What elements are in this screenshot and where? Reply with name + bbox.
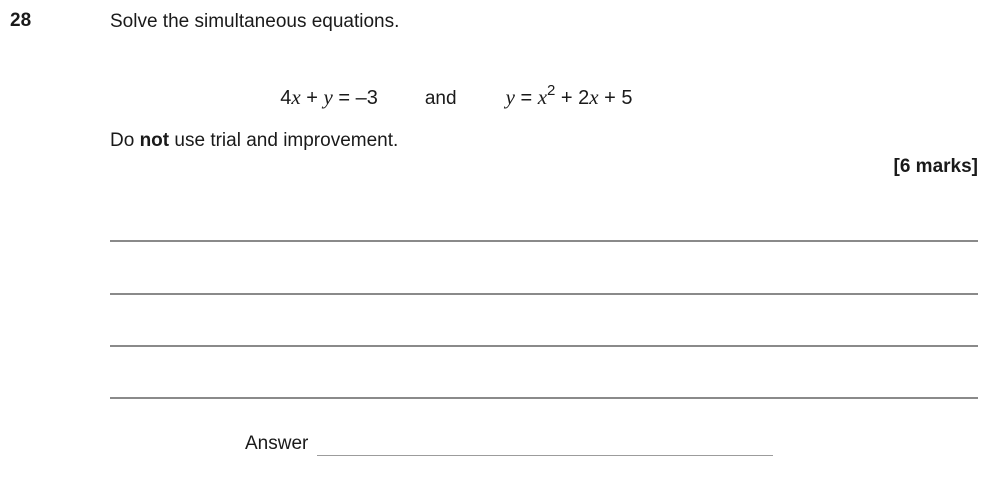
eq2-variable-x: x xyxy=(537,85,548,109)
writing-line xyxy=(110,345,978,347)
eq1-rhs: –3 xyxy=(355,87,378,109)
equation-1 xyxy=(280,85,378,110)
eq1-equals-sign: = xyxy=(332,87,356,109)
marks-label: [6 marks] xyxy=(893,156,978,177)
eq1-plus-operator: + xyxy=(300,87,324,109)
equation-connector: and xyxy=(424,88,457,109)
eq2-exponent: 2 xyxy=(547,82,556,99)
eq2-middle-term: + 2 xyxy=(555,87,590,109)
equation-2 xyxy=(505,82,633,110)
eq2-equals-sign: = xyxy=(514,87,538,109)
question-number: 28 xyxy=(10,10,32,31)
eq2-constant-term: + 5 xyxy=(598,87,633,109)
eq2-variable-x2: x xyxy=(589,85,599,109)
writing-line xyxy=(110,240,978,242)
answer-label: Answer xyxy=(245,433,309,454)
eq1-variable-x: x xyxy=(291,85,301,109)
instruction-text xyxy=(110,130,398,152)
instruction-pre: Do xyxy=(110,130,140,151)
answer-blank-line xyxy=(317,455,773,456)
eq1-coefficient: 4 xyxy=(280,87,292,109)
eq1-variable-y: y xyxy=(323,85,333,109)
writing-line xyxy=(110,293,978,295)
equation-row xyxy=(258,62,633,133)
eq2-variable-y: y xyxy=(505,85,515,109)
instruction-post: use trial and improvement. xyxy=(169,130,399,151)
instruction-bold-word: not xyxy=(139,130,170,151)
writing-line xyxy=(110,397,978,399)
question-prompt: Solve the simultaneous equations. xyxy=(110,11,400,32)
